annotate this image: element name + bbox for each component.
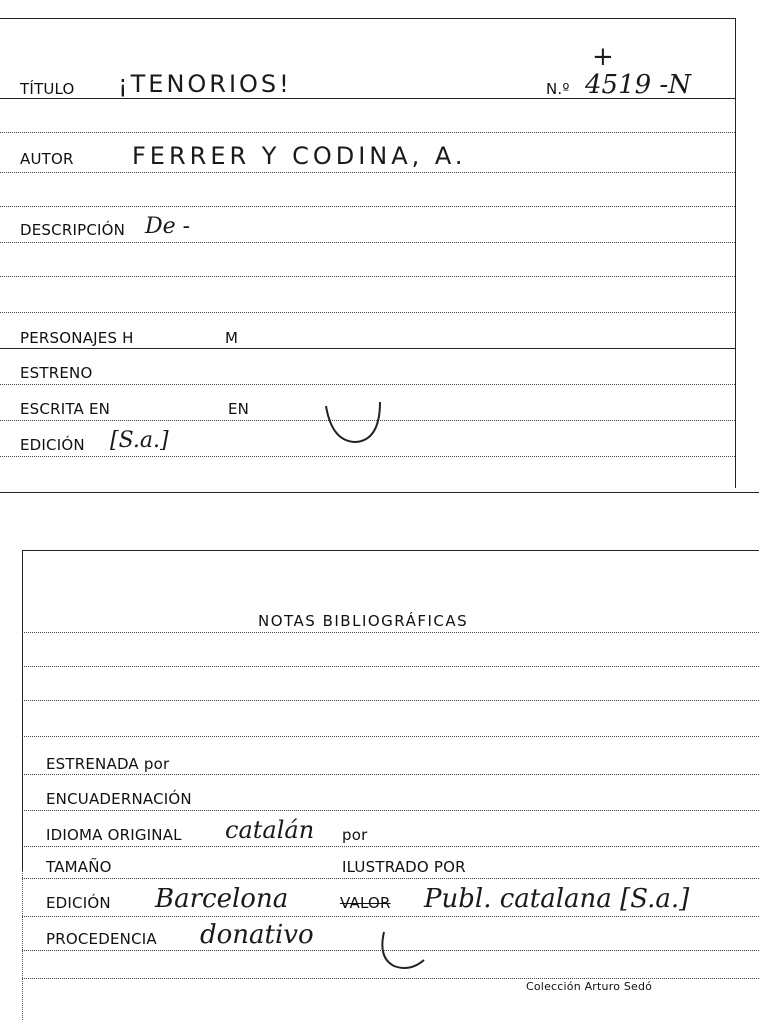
edicion-value: [S.a.] bbox=[110, 428, 169, 453]
encuadernacion-line bbox=[22, 810, 759, 811]
rule-line bbox=[22, 700, 759, 701]
titulo-label: TÍTULO bbox=[20, 80, 75, 98]
cross-mark: + bbox=[592, 42, 614, 72]
procedencia-value: donativo bbox=[200, 920, 314, 950]
titulo-value: ¡TENORIOS! bbox=[118, 70, 292, 98]
notas-title: NOTAS BIBLIOGRÁFICAS bbox=[258, 612, 469, 630]
autor-value: FERRER Y CODINA, A. bbox=[132, 142, 467, 170]
rule-line bbox=[0, 276, 735, 277]
personajes-line bbox=[0, 348, 735, 349]
valor-label: VALOR bbox=[340, 894, 391, 912]
ink-curve-mark bbox=[322, 398, 386, 448]
edicion-line bbox=[22, 916, 759, 917]
ink-curve-mark bbox=[376, 928, 432, 974]
estrenada-line bbox=[22, 774, 759, 775]
edicion-value: Barcelona bbox=[155, 884, 289, 914]
idioma-por-label: por bbox=[342, 826, 368, 844]
rule-line bbox=[0, 206, 735, 207]
procedencia-label: PROCEDENCIA bbox=[46, 930, 157, 948]
autor-line bbox=[0, 172, 735, 173]
edicion-label: EDICIÓN bbox=[20, 436, 85, 454]
card-top-border bbox=[0, 18, 735, 19]
numero-label: N.º bbox=[546, 80, 570, 98]
coleccion-label: Colección Arturo Sedó bbox=[526, 980, 653, 993]
descripcion-label: DESCRIPCIÓN bbox=[20, 221, 126, 239]
autor-label: AUTOR bbox=[20, 150, 74, 168]
valor-value: Publ. catalana [S.a.] bbox=[424, 884, 690, 914]
rule-line bbox=[0, 312, 735, 313]
rule-line bbox=[0, 132, 735, 133]
escrita-label: ESCRITA EN bbox=[20, 400, 111, 418]
card-right-border bbox=[735, 18, 736, 488]
estrenada-label: ESTRENADA por bbox=[46, 755, 170, 773]
estreno-line bbox=[0, 384, 735, 385]
idioma-label: IDIOMA ORIGINAL bbox=[46, 826, 182, 844]
escrita-en-label: EN bbox=[228, 400, 250, 418]
personajes-m-label: M bbox=[225, 329, 239, 347]
notas-line bbox=[22, 632, 759, 633]
estreno-label: ESTRENO bbox=[20, 364, 93, 382]
ilustrado-label: ILUSTRADO POR bbox=[342, 858, 466, 876]
descripcion-value: De - bbox=[145, 214, 191, 239]
catalog-card-bottom bbox=[0, 540, 759, 1028]
titulo-line bbox=[0, 98, 735, 99]
personajes-label: PERSONAJES H bbox=[20, 329, 134, 347]
descripcion-line bbox=[0, 242, 735, 243]
idioma-line bbox=[22, 846, 759, 847]
tamano-line bbox=[22, 878, 759, 879]
card-bottom-border bbox=[0, 492, 759, 493]
numero-value: 4519 -N bbox=[585, 70, 691, 100]
card-left-edge bbox=[22, 870, 23, 1020]
edicion-line bbox=[0, 456, 735, 457]
tamano-label: TAMAÑO bbox=[46, 858, 112, 876]
encuadernacion-label: ENCUADERNACIÓN bbox=[46, 790, 192, 808]
rule-line bbox=[22, 666, 759, 667]
idioma-value: catalán bbox=[225, 816, 315, 844]
coleccion-line bbox=[22, 978, 759, 979]
card-top-border bbox=[22, 550, 759, 551]
procedencia-line bbox=[22, 950, 759, 951]
edicion-label: EDICIÓN bbox=[46, 894, 111, 912]
catalog-card-top bbox=[0, 0, 759, 495]
rule-line bbox=[22, 736, 759, 737]
card-left-border bbox=[22, 550, 23, 870]
